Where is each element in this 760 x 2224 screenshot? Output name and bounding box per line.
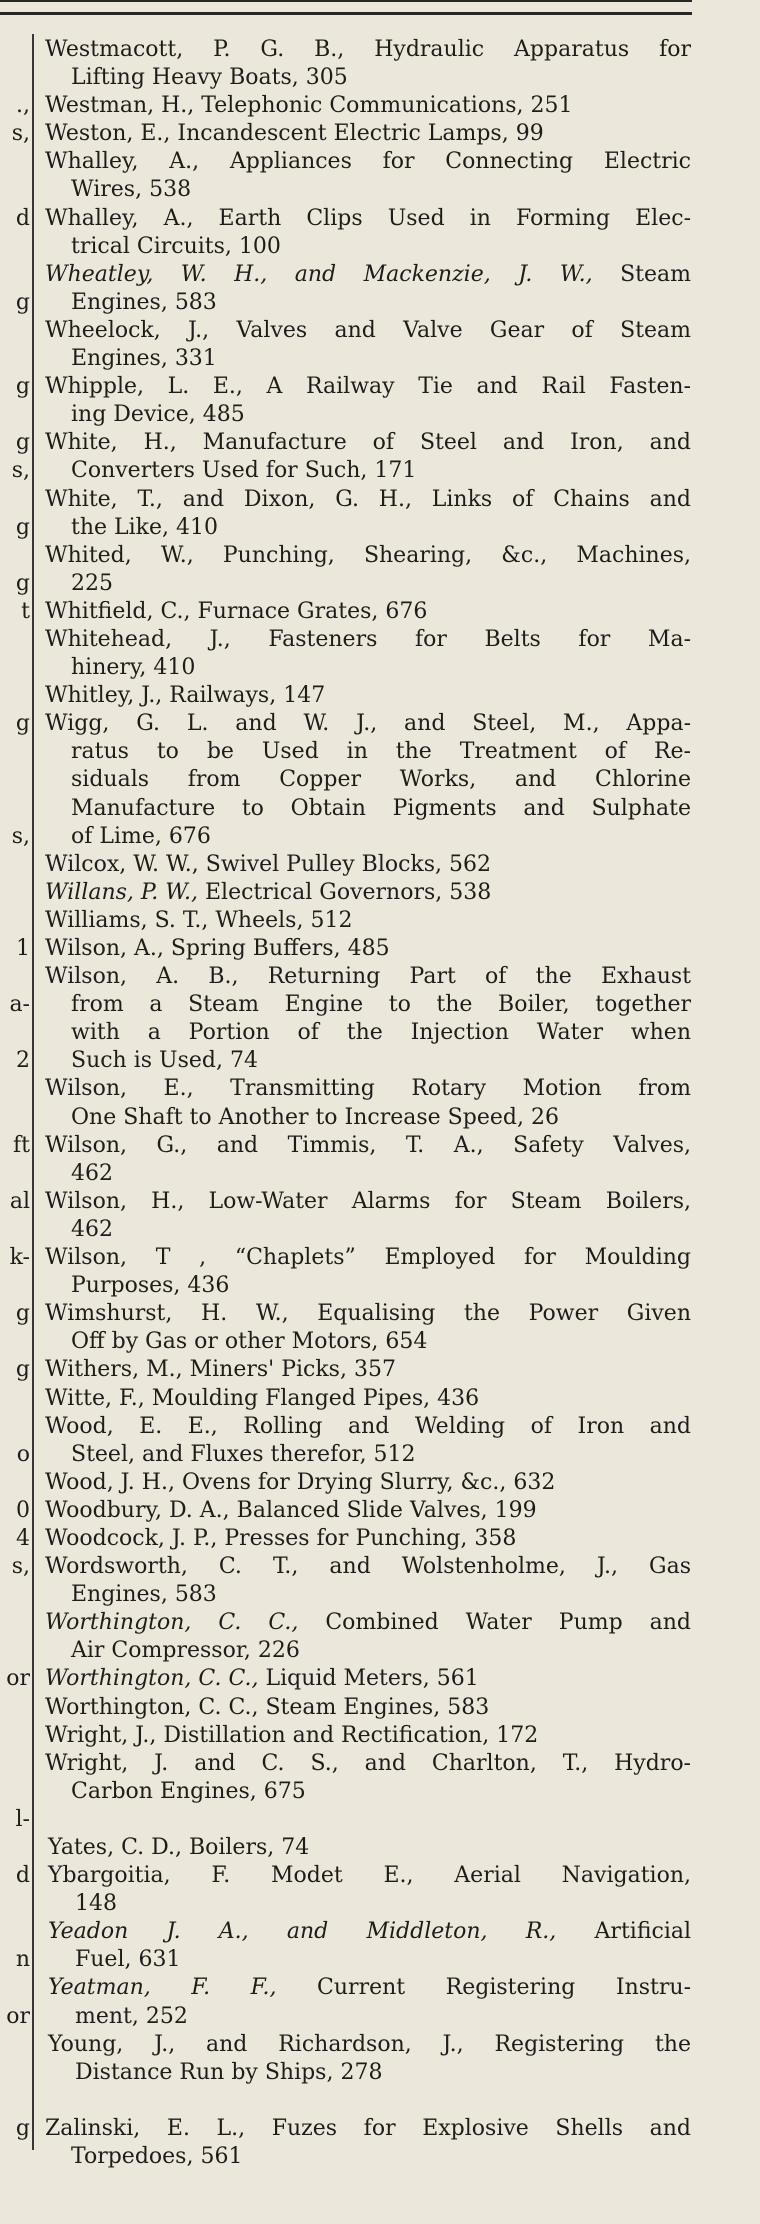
index-entry bbox=[45, 1385, 691, 1413]
index-row bbox=[0, 261, 700, 289]
index-row bbox=[0, 1413, 700, 1441]
index-entry-continuation bbox=[71, 345, 691, 373]
index-entry bbox=[45, 1694, 691, 1722]
index-row bbox=[0, 1609, 700, 1637]
entry-text: Wigg, G. L. and W. J., and Steel, M., Appa- bbox=[45, 711, 691, 737]
entry-text: Wheelock, J., Valves and Valve Gear of Steam bbox=[45, 317, 691, 343]
entry-names-italic: Willans, P. W., bbox=[45, 879, 198, 905]
index-entry bbox=[45, 486, 691, 514]
entry-text: Off by Gas or other Motors, 654 bbox=[71, 1329, 428, 1355]
index-entry-continuation bbox=[71, 1328, 691, 1356]
entry-text: Converters Used for Such, 171 bbox=[71, 458, 417, 484]
adjacent-column-fragment: ., bbox=[16, 93, 30, 119]
entry-text: Manufacture to Obtain Pigments and Sulphate bbox=[71, 795, 691, 821]
index-row bbox=[0, 570, 700, 598]
index-row bbox=[0, 879, 700, 907]
entry-text: the Like, 410 bbox=[71, 514, 218, 540]
entry-text: 225 bbox=[71, 570, 113, 596]
index-entry bbox=[45, 1525, 691, 1553]
index-row bbox=[0, 1890, 700, 1918]
index-entry bbox=[45, 429, 691, 457]
index-entry-continuation bbox=[71, 991, 691, 1019]
index-entry bbox=[45, 1244, 691, 1272]
index-entry-continuation bbox=[71, 1160, 691, 1188]
index-row bbox=[0, 514, 700, 542]
index-entry-continuation bbox=[71, 766, 691, 794]
index-row bbox=[0, 1160, 700, 1188]
index-row bbox=[0, 2143, 700, 2171]
index-entry bbox=[45, 120, 691, 148]
index-entry bbox=[45, 626, 691, 654]
index-row bbox=[0, 795, 700, 823]
index-entry-continuation bbox=[71, 233, 691, 261]
index-row bbox=[0, 1834, 700, 1862]
index-row bbox=[0, 64, 700, 92]
adjacent-column-fragment: 4 bbox=[16, 1525, 30, 1551]
index-row bbox=[0, 542, 700, 570]
index-row bbox=[0, 626, 700, 654]
index-row bbox=[0, 963, 700, 991]
index-row bbox=[0, 1553, 700, 1581]
index-entry bbox=[45, 851, 691, 879]
entry-text: Wood, E. E., Rolling and Welding of Iron and bbox=[45, 1413, 691, 1439]
index-row bbox=[0, 1974, 700, 2002]
index-entry-continuation bbox=[71, 738, 691, 766]
index-entry-continuation bbox=[71, 1272, 691, 1300]
adjacent-column-fragment: a- bbox=[9, 992, 30, 1018]
entry-names-italic: Worthington, C. C., bbox=[45, 1610, 299, 1636]
index-row bbox=[0, 1750, 700, 1778]
index-row bbox=[0, 429, 700, 457]
index-row bbox=[0, 2087, 700, 2115]
index-entry bbox=[45, 1497, 691, 1525]
index-row bbox=[0, 1441, 700, 1469]
index-entry bbox=[45, 1300, 691, 1328]
index-entry bbox=[45, 1075, 691, 1103]
entry-text: Whited, W., Punching, Shearing, &c., Machines, bbox=[45, 542, 691, 568]
index-row bbox=[0, 2115, 700, 2143]
entry-names-italic: Worthington, C. C., bbox=[45, 1666, 259, 1692]
adjacent-column-fragment: l- bbox=[15, 1806, 30, 1832]
entry-text: Woodcock, J. P., Presses for Punching, 358 bbox=[45, 1525, 517, 1551]
index-entry-continuation bbox=[71, 1047, 691, 1075]
entry-text: Wordsworth, C. T., and Wolstenholme, J., Gas bbox=[45, 1554, 691, 1580]
entry-text: Williams, S. T., Wheels, 512 bbox=[45, 907, 353, 933]
entry-text: Wright, J. and C. S., and Charlton, T., Hydro- bbox=[45, 1750, 691, 1776]
entry-text: ing Device, 485 bbox=[71, 402, 245, 428]
adjacent-column-fragment: o bbox=[16, 1441, 30, 1467]
index-entry bbox=[45, 682, 691, 710]
top-rule-thin bbox=[0, 0, 692, 2]
entry-text: Wood, J. H., Ovens for Drying Slurry, &c., 632 bbox=[45, 1469, 556, 1495]
index-row bbox=[0, 36, 700, 64]
index-entry bbox=[45, 317, 691, 345]
entry-text: Carbon Engines, 675 bbox=[71, 1778, 306, 1804]
index-row bbox=[0, 1665, 700, 1693]
entry-text: Zalinski, E. L., Fuzes for Explosive Shells and bbox=[45, 2115, 691, 2141]
entry-text: Whalley, A., Earth Clips Used in Forming Elec- bbox=[45, 205, 691, 231]
index-row bbox=[0, 1104, 700, 1132]
index-entry bbox=[45, 261, 691, 289]
entry-text: Wilson, A. B., Returning Part of the Exhaust bbox=[45, 964, 691, 990]
index-row bbox=[0, 401, 700, 429]
adjacent-column-fragment: al bbox=[9, 1188, 30, 1214]
index-row bbox=[0, 682, 700, 710]
adjacent-column-fragment: g bbox=[15, 1301, 30, 1327]
entry-text: Distance Run by Ships, 278 bbox=[75, 2059, 383, 2085]
entry-text: Whitley, J., Railways, 147 bbox=[45, 683, 326, 709]
index-entry bbox=[45, 1356, 691, 1384]
entry-names-italic: Wheatley, W. H., and Mackenzie, J. W., bbox=[45, 261, 593, 287]
index-entry-continuation bbox=[71, 570, 691, 598]
entry-text: Whalley, A., Appliances for Connecting Electric bbox=[45, 149, 691, 175]
index-row bbox=[0, 1272, 700, 1300]
adjacent-column-fragment: k- bbox=[9, 1245, 30, 1271]
index-entry bbox=[45, 1722, 691, 1750]
entry-text: Steel, and Fluxes therefor, 512 bbox=[71, 1441, 416, 1467]
index-entry-continuation bbox=[71, 514, 691, 542]
index-row bbox=[0, 766, 700, 794]
index-entry bbox=[48, 1974, 691, 2002]
entry-text: One Shaft to Another to Increase Speed, 26 bbox=[71, 1104, 559, 1130]
index-entry bbox=[45, 879, 691, 907]
entry-text: siduals from Copper Works, and Chlorine bbox=[71, 767, 691, 793]
entry-text: hinery, 410 bbox=[71, 655, 196, 681]
top-rule-thick bbox=[0, 12, 692, 15]
index-entry bbox=[45, 598, 691, 626]
index-entry bbox=[45, 1750, 691, 1778]
entry-text: Worthington, C. C., Steam Engines, 583 bbox=[45, 1694, 490, 1720]
index-entry-continuation bbox=[71, 176, 691, 204]
entry-text: Witte, F., Moulding Flanged Pipes, 436 bbox=[45, 1385, 480, 1411]
index-row bbox=[0, 851, 700, 879]
index-row bbox=[0, 486, 700, 514]
adjacent-column-fragment: or bbox=[6, 1666, 30, 1692]
entry-text: Young, J., and Richardson, J., Registering the bbox=[48, 2031, 691, 2057]
adjacent-column-fragment: 2 bbox=[16, 1048, 30, 1074]
entry-text: Wilson, E., Transmitting Rotary Motion from bbox=[45, 1076, 691, 1102]
index-row bbox=[0, 373, 700, 401]
entry-text: with a Portion of the Injection Water when bbox=[71, 1020, 691, 1046]
index-row bbox=[0, 1019, 700, 1047]
index-row bbox=[0, 1469, 700, 1497]
entry-text: Engines, 583 bbox=[71, 289, 217, 315]
index-row bbox=[0, 1356, 700, 1384]
index-row bbox=[0, 1328, 700, 1356]
index-row bbox=[0, 1188, 700, 1216]
index-entry bbox=[45, 205, 691, 233]
adjacent-column-fragment: n bbox=[15, 1947, 30, 1973]
index-entry-continuation bbox=[71, 1637, 691, 1665]
index-row bbox=[0, 457, 700, 485]
index-entry-continuation bbox=[71, 289, 691, 317]
entry-text: Wilson, A., Spring Buffers, 485 bbox=[45, 936, 390, 961]
index-entry bbox=[48, 1862, 691, 1890]
adjacent-column-fragment: 1 bbox=[16, 936, 30, 961]
index-row bbox=[0, 710, 700, 738]
entry-text: Engines, 331 bbox=[71, 346, 217, 372]
entry-text: Wright, J., Distillation and Rectification, 172 bbox=[45, 1722, 539, 1748]
adjacent-column-fragment: d bbox=[15, 1863, 30, 1889]
index-row bbox=[0, 1581, 700, 1609]
index-row bbox=[0, 1525, 700, 1553]
index-entry bbox=[45, 710, 691, 738]
index-row bbox=[0, 92, 700, 120]
index-row bbox=[0, 1300, 700, 1328]
index-row bbox=[0, 120, 700, 148]
adjacent-column-fragment: g bbox=[15, 2115, 30, 2141]
index-entry-continuation bbox=[71, 1216, 691, 1244]
index-row bbox=[0, 1244, 700, 1272]
entry-text: Purposes, 436 bbox=[71, 1273, 230, 1299]
index-entry bbox=[45, 1469, 691, 1497]
entry-text: Electrical Governors, 538 bbox=[197, 879, 492, 905]
entry-text: Artificial bbox=[556, 1919, 692, 1945]
entry-text: from a Steam Engine to the Boiler, together bbox=[71, 992, 691, 1018]
index-entry bbox=[45, 935, 691, 963]
index-entry-continuation bbox=[75, 2059, 691, 2087]
entry-text: Air Compressor, 226 bbox=[71, 1638, 300, 1664]
adjacent-column-fragment: d bbox=[15, 205, 30, 231]
adjacent-column-fragment: s, bbox=[11, 121, 30, 147]
index-entry-continuation bbox=[71, 823, 691, 851]
index-entry-continuation bbox=[75, 1890, 691, 1918]
entry-text: Combined Water Pump and bbox=[298, 1610, 691, 1636]
index-entry-continuation bbox=[71, 1581, 691, 1609]
entry-text: Weston, E., Incandescent Electric Lamps, 99 bbox=[45, 121, 544, 147]
entry-text: Fuel, 631 bbox=[75, 1947, 181, 1973]
entry-text: Whipple, L. E., A Railway Tie and Rail Fasten- bbox=[45, 374, 691, 400]
adjacent-column-fragment: s, bbox=[11, 823, 30, 849]
entry-text: 462 bbox=[71, 1216, 113, 1242]
index-entry-continuation bbox=[71, 795, 691, 823]
index-row bbox=[0, 2031, 700, 2059]
index-entry bbox=[48, 1918, 691, 1946]
index-entry bbox=[45, 1413, 691, 1441]
entry-text: White, H., Manufacture of Steel and Iron, and bbox=[45, 430, 691, 456]
entry-text: Such is Used, 74 bbox=[71, 1048, 258, 1074]
index-row bbox=[0, 1497, 700, 1525]
entry-text: ment, 252 bbox=[75, 2003, 188, 2029]
index-row bbox=[0, 598, 700, 626]
index-entry-continuation bbox=[75, 2003, 691, 2031]
index-row bbox=[0, 289, 700, 317]
index-row bbox=[0, 317, 700, 345]
entry-text: Lifting Heavy Boats, 305 bbox=[71, 65, 348, 91]
index-entry bbox=[45, 1188, 691, 1216]
adjacent-column-fragment: s, bbox=[11, 1554, 30, 1580]
index-column bbox=[0, 36, 700, 2171]
index-row bbox=[0, 1637, 700, 1665]
entry-text: Whitehead, J., Fasteners for Belts for Ma- bbox=[45, 626, 691, 652]
entry-text: of Lime, 676 bbox=[71, 823, 211, 849]
index-entry bbox=[45, 36, 691, 64]
index-row bbox=[0, 345, 700, 373]
index-entry bbox=[45, 2115, 691, 2143]
entry-text: trical Circuits, 100 bbox=[71, 233, 281, 259]
index-row bbox=[0, 2003, 700, 2031]
index-row bbox=[0, 1132, 700, 1160]
index-entry bbox=[45, 963, 691, 991]
index-row bbox=[0, 148, 700, 176]
entry-text: White, T., and Dixon, G. H., Links of Chains and bbox=[45, 486, 691, 512]
index-entry-continuation bbox=[71, 2143, 691, 2171]
index-row bbox=[0, 1918, 700, 1946]
index-entry bbox=[48, 2031, 691, 2059]
adjacent-column-fragment: g bbox=[15, 430, 30, 456]
index-entry bbox=[45, 907, 691, 935]
entry-text: Woodbury, D. A., Balanced Slide Valves, 199 bbox=[45, 1497, 537, 1523]
entry-text: Wilson, H., Low-Water Alarms for Steam Boilers, bbox=[45, 1188, 691, 1214]
index-entry-continuation bbox=[71, 1441, 691, 1469]
entry-text: Westman, H., Telephonic Communications, 251 bbox=[45, 93, 573, 119]
index-entry bbox=[45, 148, 691, 176]
index-row bbox=[0, 1385, 700, 1413]
entry-text: Engines, 583 bbox=[71, 1582, 217, 1608]
index-row bbox=[0, 1047, 700, 1075]
entry-text: Liquid Meters, 561 bbox=[258, 1666, 479, 1692]
index-row bbox=[0, 1722, 700, 1750]
adjacent-column-fragment: s, bbox=[11, 458, 30, 484]
adjacent-column-fragment: ft bbox=[13, 1132, 30, 1158]
index-row bbox=[0, 907, 700, 935]
index-row bbox=[0, 1862, 700, 1890]
entry-text: Current Registering Instru- bbox=[276, 1975, 691, 2001]
index-row bbox=[0, 176, 700, 204]
adjacent-column-fragment: g bbox=[15, 570, 30, 596]
index-entry-continuation bbox=[71, 1019, 691, 1047]
index-row bbox=[0, 1694, 700, 1722]
adjacent-column-fragment: g bbox=[15, 374, 30, 400]
index-row bbox=[0, 654, 700, 682]
entry-text: Steam bbox=[592, 261, 692, 287]
adjacent-column-fragment: 0 bbox=[16, 1497, 30, 1523]
adjacent-column-fragment: g bbox=[15, 1357, 30, 1383]
index-entry-continuation bbox=[71, 401, 691, 429]
entry-text: Wilson, G., and Timmis, T. A., Safety Valves, bbox=[45, 1132, 691, 1158]
entry-text: 462 bbox=[71, 1160, 113, 1186]
index-entry bbox=[45, 1553, 691, 1581]
index-row bbox=[0, 1075, 700, 1103]
index-entry-continuation bbox=[75, 1946, 691, 1974]
index-row bbox=[0, 935, 700, 963]
index-entry bbox=[45, 1665, 691, 1693]
index-row bbox=[0, 1806, 700, 1834]
index-entry-continuation bbox=[71, 64, 691, 92]
entry-text: Withers, M., Miners' Picks, 357 bbox=[45, 1357, 396, 1383]
index-entry-continuation bbox=[71, 1104, 691, 1132]
index-entry bbox=[48, 1834, 691, 1862]
entry-text: Yates, C. D., Boilers, 74 bbox=[48, 1835, 310, 1860]
entry-text: ratus to be Used in the Treatment of Re- bbox=[71, 739, 691, 765]
index-entry-continuation bbox=[71, 1778, 691, 1806]
index-row bbox=[0, 1216, 700, 1244]
index-entry bbox=[45, 1132, 691, 1160]
entry-text: 148 bbox=[75, 1891, 117, 1917]
index-entry bbox=[45, 542, 691, 570]
index-row bbox=[0, 205, 700, 233]
entry-names-italic: Yeatman, F. F., bbox=[48, 1975, 277, 2001]
index-row bbox=[0, 1778, 700, 1806]
entry-text: Westmacott, P. G. B., Hydraulic Apparatus for bbox=[45, 37, 691, 62]
adjacent-column-fragment: t bbox=[21, 598, 30, 624]
entry-text: Wilson, T , “Chaplets” Employed for Moulding bbox=[45, 1245, 691, 1271]
adjacent-column-fragment: g bbox=[15, 289, 30, 315]
adjacent-column-fragment: g bbox=[15, 514, 30, 540]
entry-text: Wilcox, W. W., Swivel Pulley Blocks, 562 bbox=[45, 851, 492, 877]
entry-names-italic: Yeadon J. A., and Middleton, R., bbox=[48, 1919, 557, 1945]
index-row bbox=[0, 1946, 700, 1974]
entry-text: Whitfield, C., Furnace Grates, 676 bbox=[45, 598, 428, 624]
index-row bbox=[0, 233, 700, 261]
entry-text: Wimshurst, H. W., Equalising the Power Given bbox=[45, 1301, 691, 1327]
index-entry bbox=[45, 1609, 691, 1637]
index-entry bbox=[45, 92, 691, 120]
index-row bbox=[0, 2059, 700, 2087]
index-entry bbox=[45, 373, 691, 401]
entry-text: Wires, 538 bbox=[71, 177, 192, 203]
entry-text: Ybargoitia, F. Modet E., Aerial Navigation, bbox=[48, 1863, 691, 1889]
index-row bbox=[0, 823, 700, 851]
entry-text: Torpedoes, 561 bbox=[71, 2144, 243, 2170]
index-row bbox=[0, 991, 700, 1019]
adjacent-column-fragment: or bbox=[6, 2003, 30, 2029]
index-entry-continuation bbox=[71, 654, 691, 682]
index-row bbox=[0, 738, 700, 766]
adjacent-column-fragment: g bbox=[15, 711, 30, 737]
index-entry-continuation bbox=[71, 457, 691, 485]
